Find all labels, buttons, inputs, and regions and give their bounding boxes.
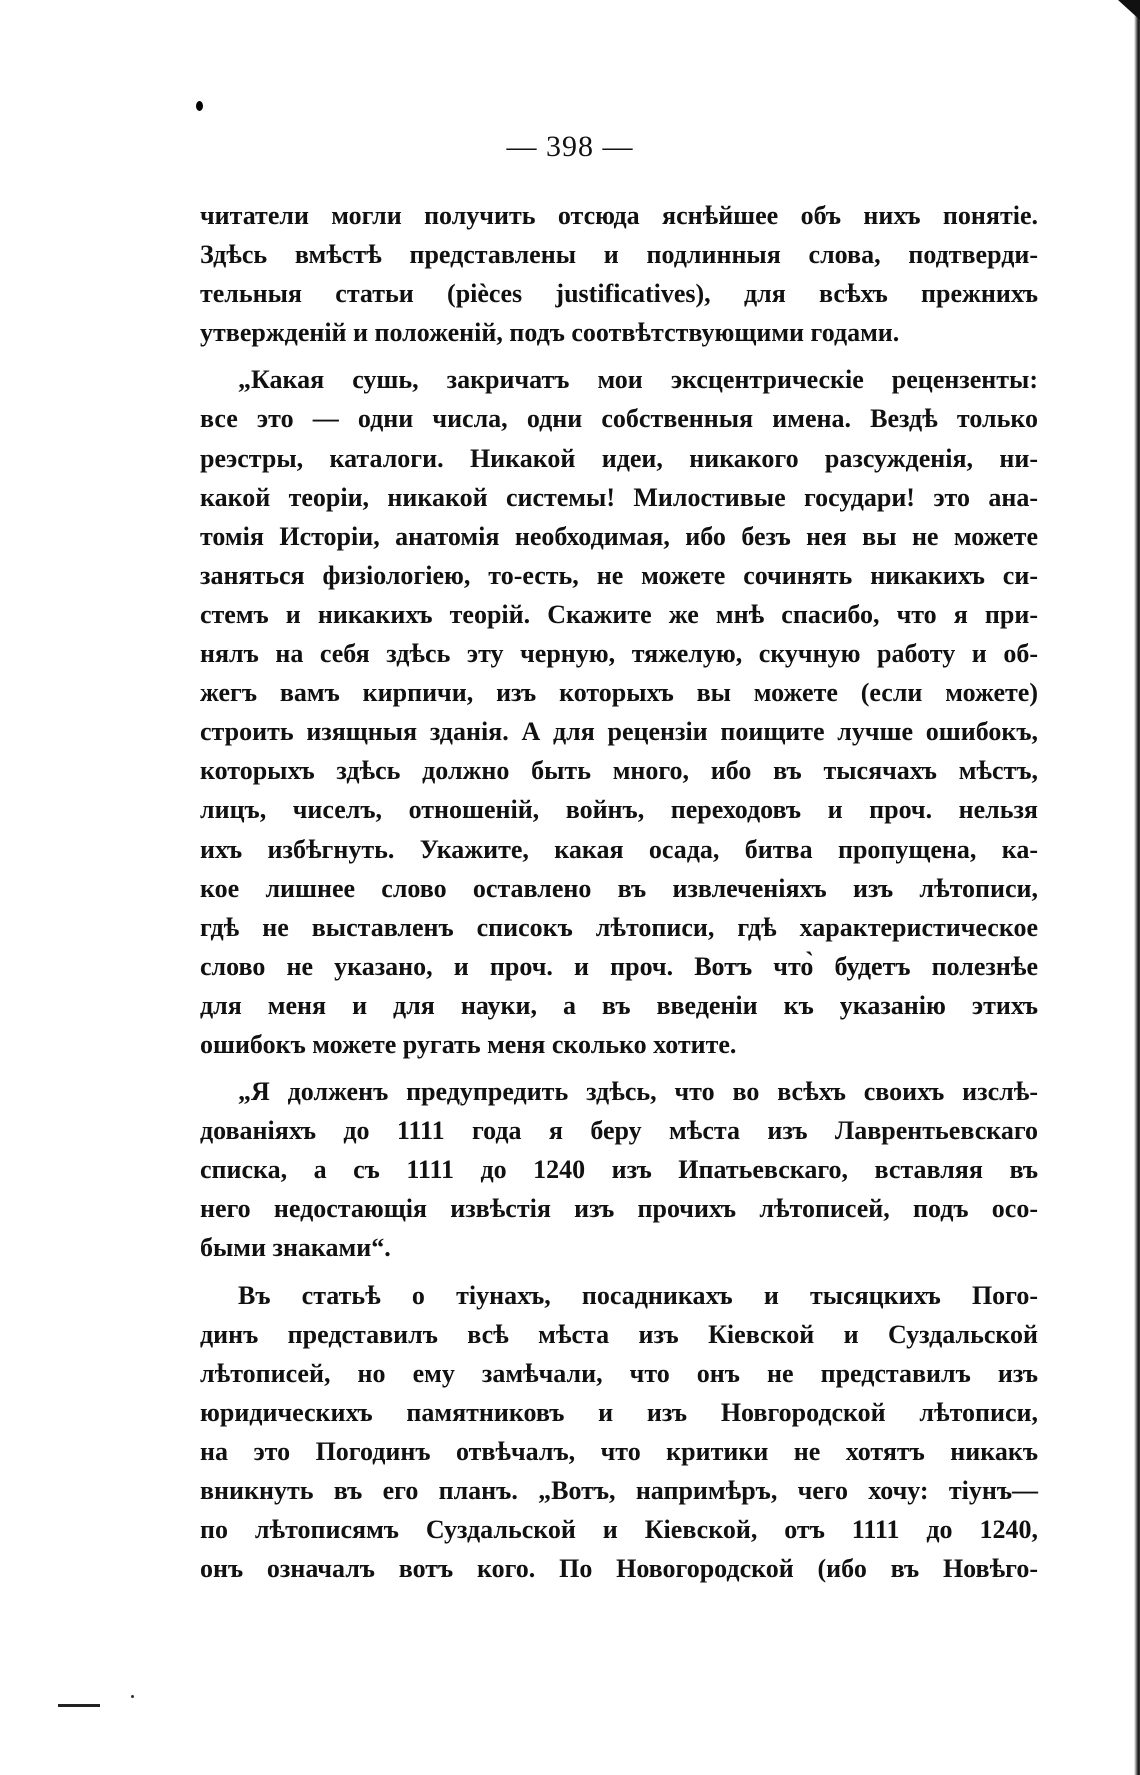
text-line: на это Погодинъ отвѣчалъ, что критики не хотятъ никакъ xyxy=(200,1436,1038,1466)
page-number: — 398 — xyxy=(506,130,634,163)
text-line: слово не указано, и проч. и проч. Вотъ что̀ будетъ полезнѣе xyxy=(200,951,1038,981)
text-line: онъ означалъ вотъ кого. По Новогородской (ибо въ Новѣго- xyxy=(200,1554,1038,1584)
text-line: юридическихъ памятниковъ и изъ Новгородской лѣтописи, xyxy=(200,1397,1038,1427)
text-line: гдѣ не выставленъ списокъ лѣтописи, гдѣ характеристическое xyxy=(200,912,1038,942)
text-line: дованіяхъ до 1111 года я беру мѣста изъ Лаврентьевскаго xyxy=(200,1116,1038,1146)
text-line: Въ статьѣ о тіунахъ, посадникахъ и тысяцкихъ Пого- xyxy=(238,1280,1038,1310)
text-line: все это — одни числа, одни собственныя имена. Вездѣ только xyxy=(200,404,1038,434)
paragraph-1 xyxy=(200,196,1038,352)
text-line: стемъ и никакихъ теорій. Скажите же мнѣ спасибо, что я при- xyxy=(200,599,1038,629)
scan-margin-dash xyxy=(58,1704,100,1707)
text-line: „Какая сушь, закричатъ мои эксцентрическіе рецензенты: xyxy=(238,365,1038,395)
text-line: лицъ, чиселъ, отношеній, войнъ, переходовъ и проч. нельзя xyxy=(200,795,1038,825)
text-line: тельныя статьи (pièces justificatives), для всѣхъ прежнихъ xyxy=(200,279,1038,309)
text-line: какой теоріи, никакой системы! Милостивые государи! это ана- xyxy=(200,482,1038,512)
text-line: лѣтописей, но ему замѣчали, что онъ не представилъ изъ xyxy=(200,1358,1038,1388)
text-line: ихъ избѣгнуть. Укажите, какая осада, битва пропущена, ка- xyxy=(200,834,1038,864)
text-line: утвержденій и положеній, подъ соотвѣтствующими годами. xyxy=(200,318,900,348)
paragraph-3 xyxy=(200,1072,1038,1267)
text-line: быми знаками“. xyxy=(200,1233,391,1263)
body-text xyxy=(200,196,1038,1588)
text-line: строить изящныя зданія. А для рецензіи поищите лучше ошибокъ, xyxy=(200,717,1038,747)
text-line: него недостающія извѣстія изъ прочихъ лѣтописей, подъ осо- xyxy=(200,1194,1038,1224)
paragraph-2 xyxy=(200,360,1038,1064)
paragraph-4 xyxy=(200,1276,1038,1589)
text-line: списка, а съ 1111 до 1240 изъ Ипатьевскаго, вставляя въ xyxy=(200,1155,1038,1185)
text-line: для меня и для науки, а въ введеніи къ указанію этихъ xyxy=(200,990,1038,1020)
text-line: ошибокъ можете ругать меня сколько хотите. xyxy=(200,1029,737,1059)
text-line: динъ представилъ всѣ мѣста изъ Кіевской и Суздальской xyxy=(200,1319,1038,1349)
text-line: вникнуть въ его планъ. „Вотъ, напримѣръ, чего хочу: тіунъ— xyxy=(200,1476,1038,1505)
text-line: томія Исторіи, анатомія необходимая, ибо безъ нея вы не можете xyxy=(200,521,1038,551)
text-line: кое лишнее слово оставлено въ извлеченіяхъ изъ лѣтописи, xyxy=(200,873,1038,903)
scan-ink-dot xyxy=(196,101,203,111)
text-line: которыхъ здѣсь должно быть много, ибо въ тысячахъ мѣстъ, xyxy=(200,756,1038,786)
text-line: „Я долженъ предупредить здѣсь, что во всѣхъ своихъ изслѣ- xyxy=(238,1077,1038,1107)
text-line: нялъ на себя здѣсь эту черную, тяжелую, скучную работу и об- xyxy=(200,639,1038,669)
text-line: по лѣтописямъ Суздальской и Кіевской, отъ 1111 до 1240, xyxy=(200,1515,1038,1545)
page-edge-shadow xyxy=(1134,0,1140,1775)
text-line: заняться физіологіею, то-есть, не можете сочинять никакихъ си- xyxy=(200,560,1038,590)
text-line: жегъ вамъ кирпичи, изъ которыхъ вы можете (если можете) xyxy=(200,678,1038,708)
text-line: читатели могли получить отсюда яснѣйшее объ нихъ понятіе. xyxy=(200,201,1038,230)
text-line: реэстры, каталоги. Никакой идеи, никакого разсужденія, ни- xyxy=(200,443,1038,473)
text-line: Здѣсь вмѣстѣ представлены и подлинныя слова, подтверди- xyxy=(200,240,1038,270)
scan-margin-dot xyxy=(131,1695,134,1698)
